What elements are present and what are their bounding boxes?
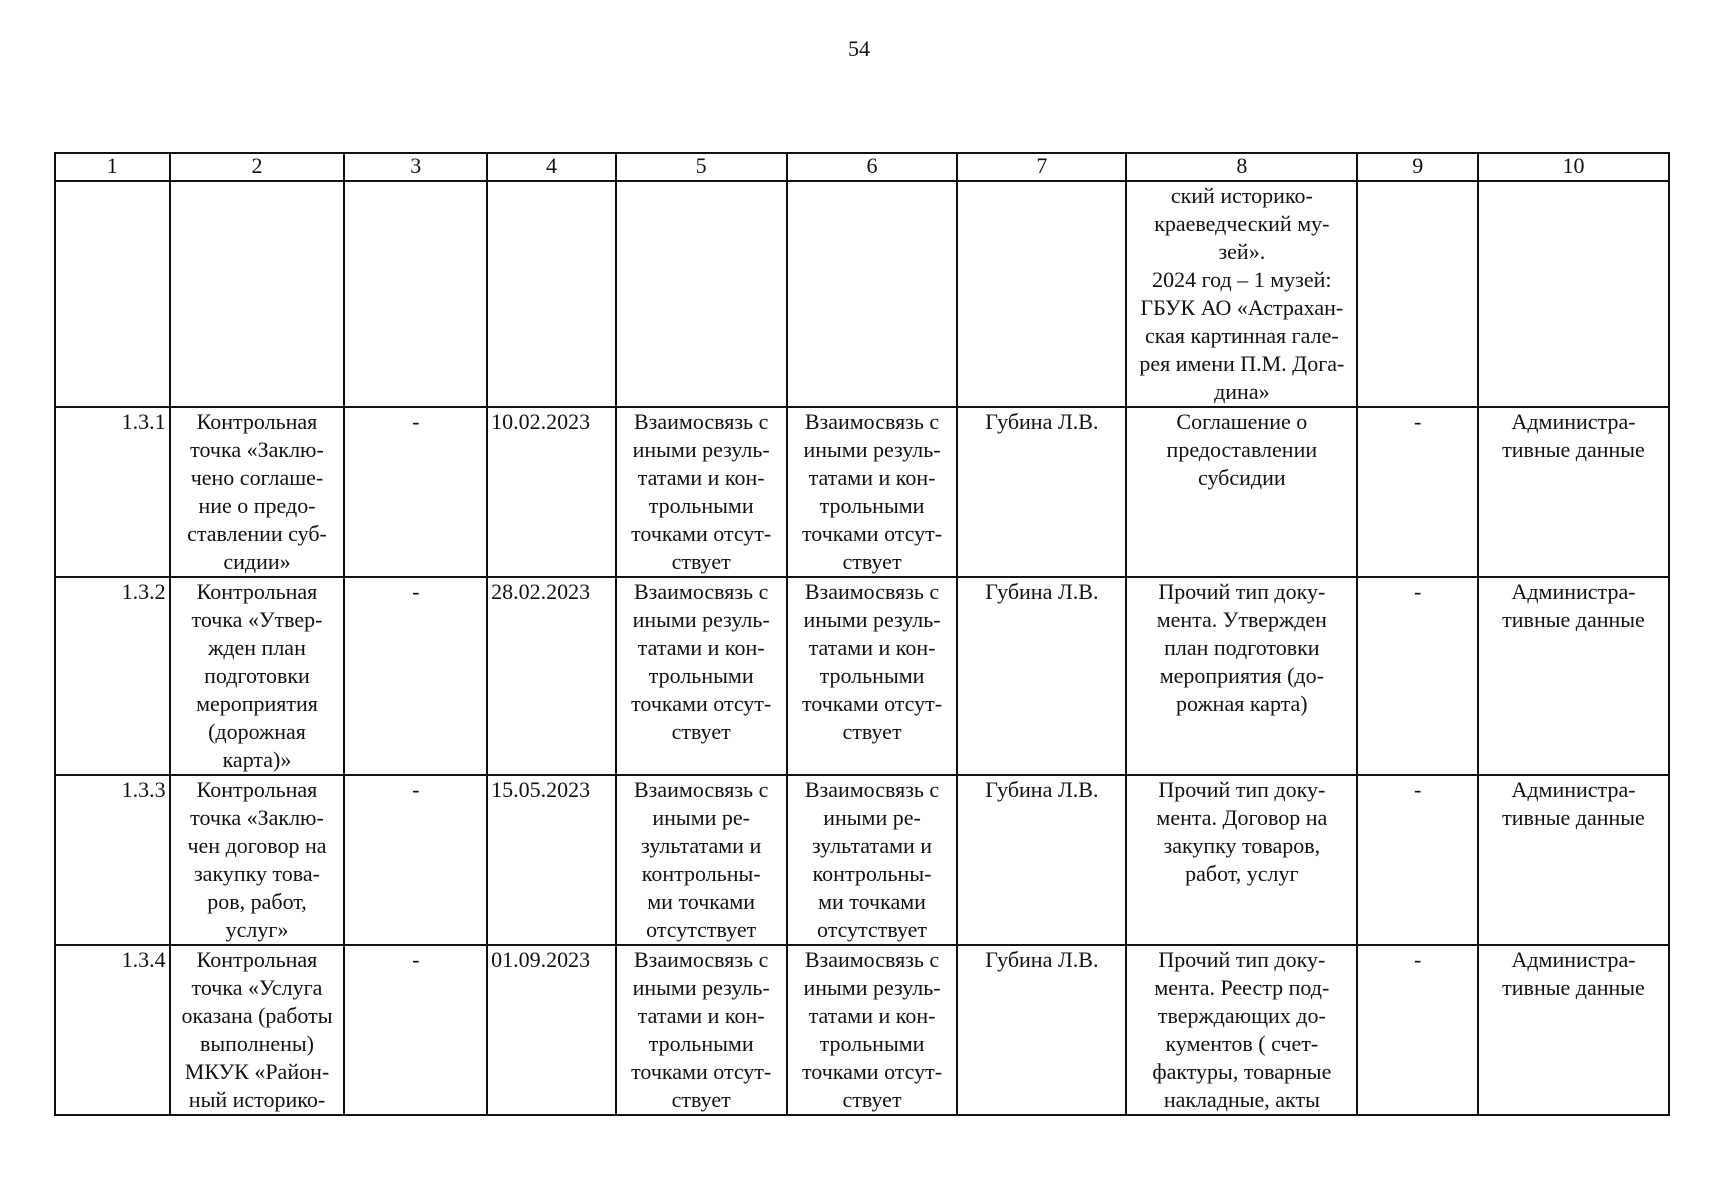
cell-info-system: Администра- тивные данные [1478,775,1669,945]
cell-predecessor: Взаимосвязь с иными ре- зультатами и контрольны- ми точками отсутствует [616,775,787,945]
column-header: 9 [1357,153,1478,181]
cell-name: Контрольная точка «Утвер- жден план подготовки мероприятия (дорожная карта)» [170,577,345,775]
cell-end-date: 15.05.2023 [487,775,616,945]
cell-document: Прочий тип доку- мента. Реестр под- тверждающих до- кументов ( счет- фактуры, товарные накладные, акты [1126,945,1357,1115]
cell-document: Соглашение о предоставлении субсидии [1126,407,1357,577]
cell-responsible: Губина Л.В. [957,775,1126,945]
cell-number [55,181,170,407]
cell-name: Контрольная точка «Заклю- чено соглаше- ние о предо- ставлении суб- сидии» [170,407,345,577]
table-row [55,577,1669,775]
table-row [55,945,1669,1115]
cell-predecessor: Взаимосвязь с иными резуль- татами и кон- трольными точками отсут- ствует [616,407,787,577]
column-header: 6 [787,153,958,181]
cell-start-date: - [344,945,487,1115]
cell-predecessor: Взаимосвязь с иными резуль- татами и кон- трольными точками отсут- ствует [616,945,787,1115]
column-header: 4 [487,153,616,181]
document-table [54,152,1670,1116]
cell-responsible [957,181,1126,407]
cell-document: Прочий тип доку- мента. Утвержден план подготовки мероприятия (до- рожная карта) [1126,577,1357,775]
cell-info-system: Администра- тивные данные [1478,945,1669,1115]
header-row [55,153,1669,181]
cell-successor: Взаимосвязь с иными ре- зультатами и контрольны- ми точками отсутствует [787,775,958,945]
cell-document: ский историко- краеведческий му- зей». 2024 год – 1 музей: ГБУК АО «Астрахан- ская картинная гале- рея имени П.М. Дога- дина» [1126,181,1357,407]
table-row [55,407,1669,577]
cell-col9: - [1357,577,1478,775]
cell-predecessor: Взаимосвязь с иными резуль- татами и кон- трольными точками отсут- ствует [616,577,787,775]
page-number: 54 [848,36,870,61]
table-row [55,775,1669,945]
cell-end-date: 28.02.2023 [487,577,616,775]
column-header: 10 [1478,153,1669,181]
column-header: 7 [957,153,1126,181]
column-header: 1 [55,153,170,181]
cell-info-system: Администра- тивные данные [1478,407,1669,577]
column-header: 3 [344,153,487,181]
cell-successor [787,181,958,407]
cell-info-system [1478,181,1669,407]
cell-start-date [344,181,487,407]
cell-number: 1.3.4 [55,945,170,1115]
cell-start-date: - [344,577,487,775]
cell-name: Контрольная точка «Услуга оказана (работы выполнены) МКУК «Район- ный историко- [170,945,345,1115]
cell-col9: - [1357,945,1478,1115]
table-row [55,181,1669,407]
cell-successor: Взаимосвязь с иными резуль- татами и кон- трольными точками отсут- ствует [787,945,958,1115]
cell-successor: Взаимосвязь с иными резуль- татами и кон- трольными точками отсут- ствует [787,407,958,577]
cell-col9: - [1357,775,1478,945]
cell-successor: Взаимосвязь с иными резуль- татами и кон- трольными точками отсут- ствует [787,577,958,775]
cell-end-date: 10.02.2023 [487,407,616,577]
cell-number: 1.3.1 [55,407,170,577]
cell-document: Прочий тип доку- мента. Договор на закупку товаров, работ, услуг [1126,775,1357,945]
cell-col9 [1357,181,1478,407]
cell-responsible: Губина Л.В. [957,577,1126,775]
cell-col9: - [1357,407,1478,577]
cell-number: 1.3.3 [55,775,170,945]
cell-responsible: Губина Л.В. [957,407,1126,577]
cell-predecessor [616,181,787,407]
cell-name [170,181,345,407]
cell-responsible: Губина Л.В. [957,945,1126,1115]
cell-number: 1.3.2 [55,577,170,775]
cell-start-date: - [344,407,487,577]
cell-info-system: Администра- тивные данные [1478,577,1669,775]
column-header: 8 [1126,153,1357,181]
cell-end-date: 01.09.2023 [487,945,616,1115]
column-header: 5 [616,153,787,181]
cell-end-date [487,181,616,407]
column-header: 2 [170,153,345,181]
cell-start-date: - [344,775,487,945]
cell-name: Контрольная точка «Заклю- чен договор на закупку това- ров, работ, услуг» [170,775,345,945]
